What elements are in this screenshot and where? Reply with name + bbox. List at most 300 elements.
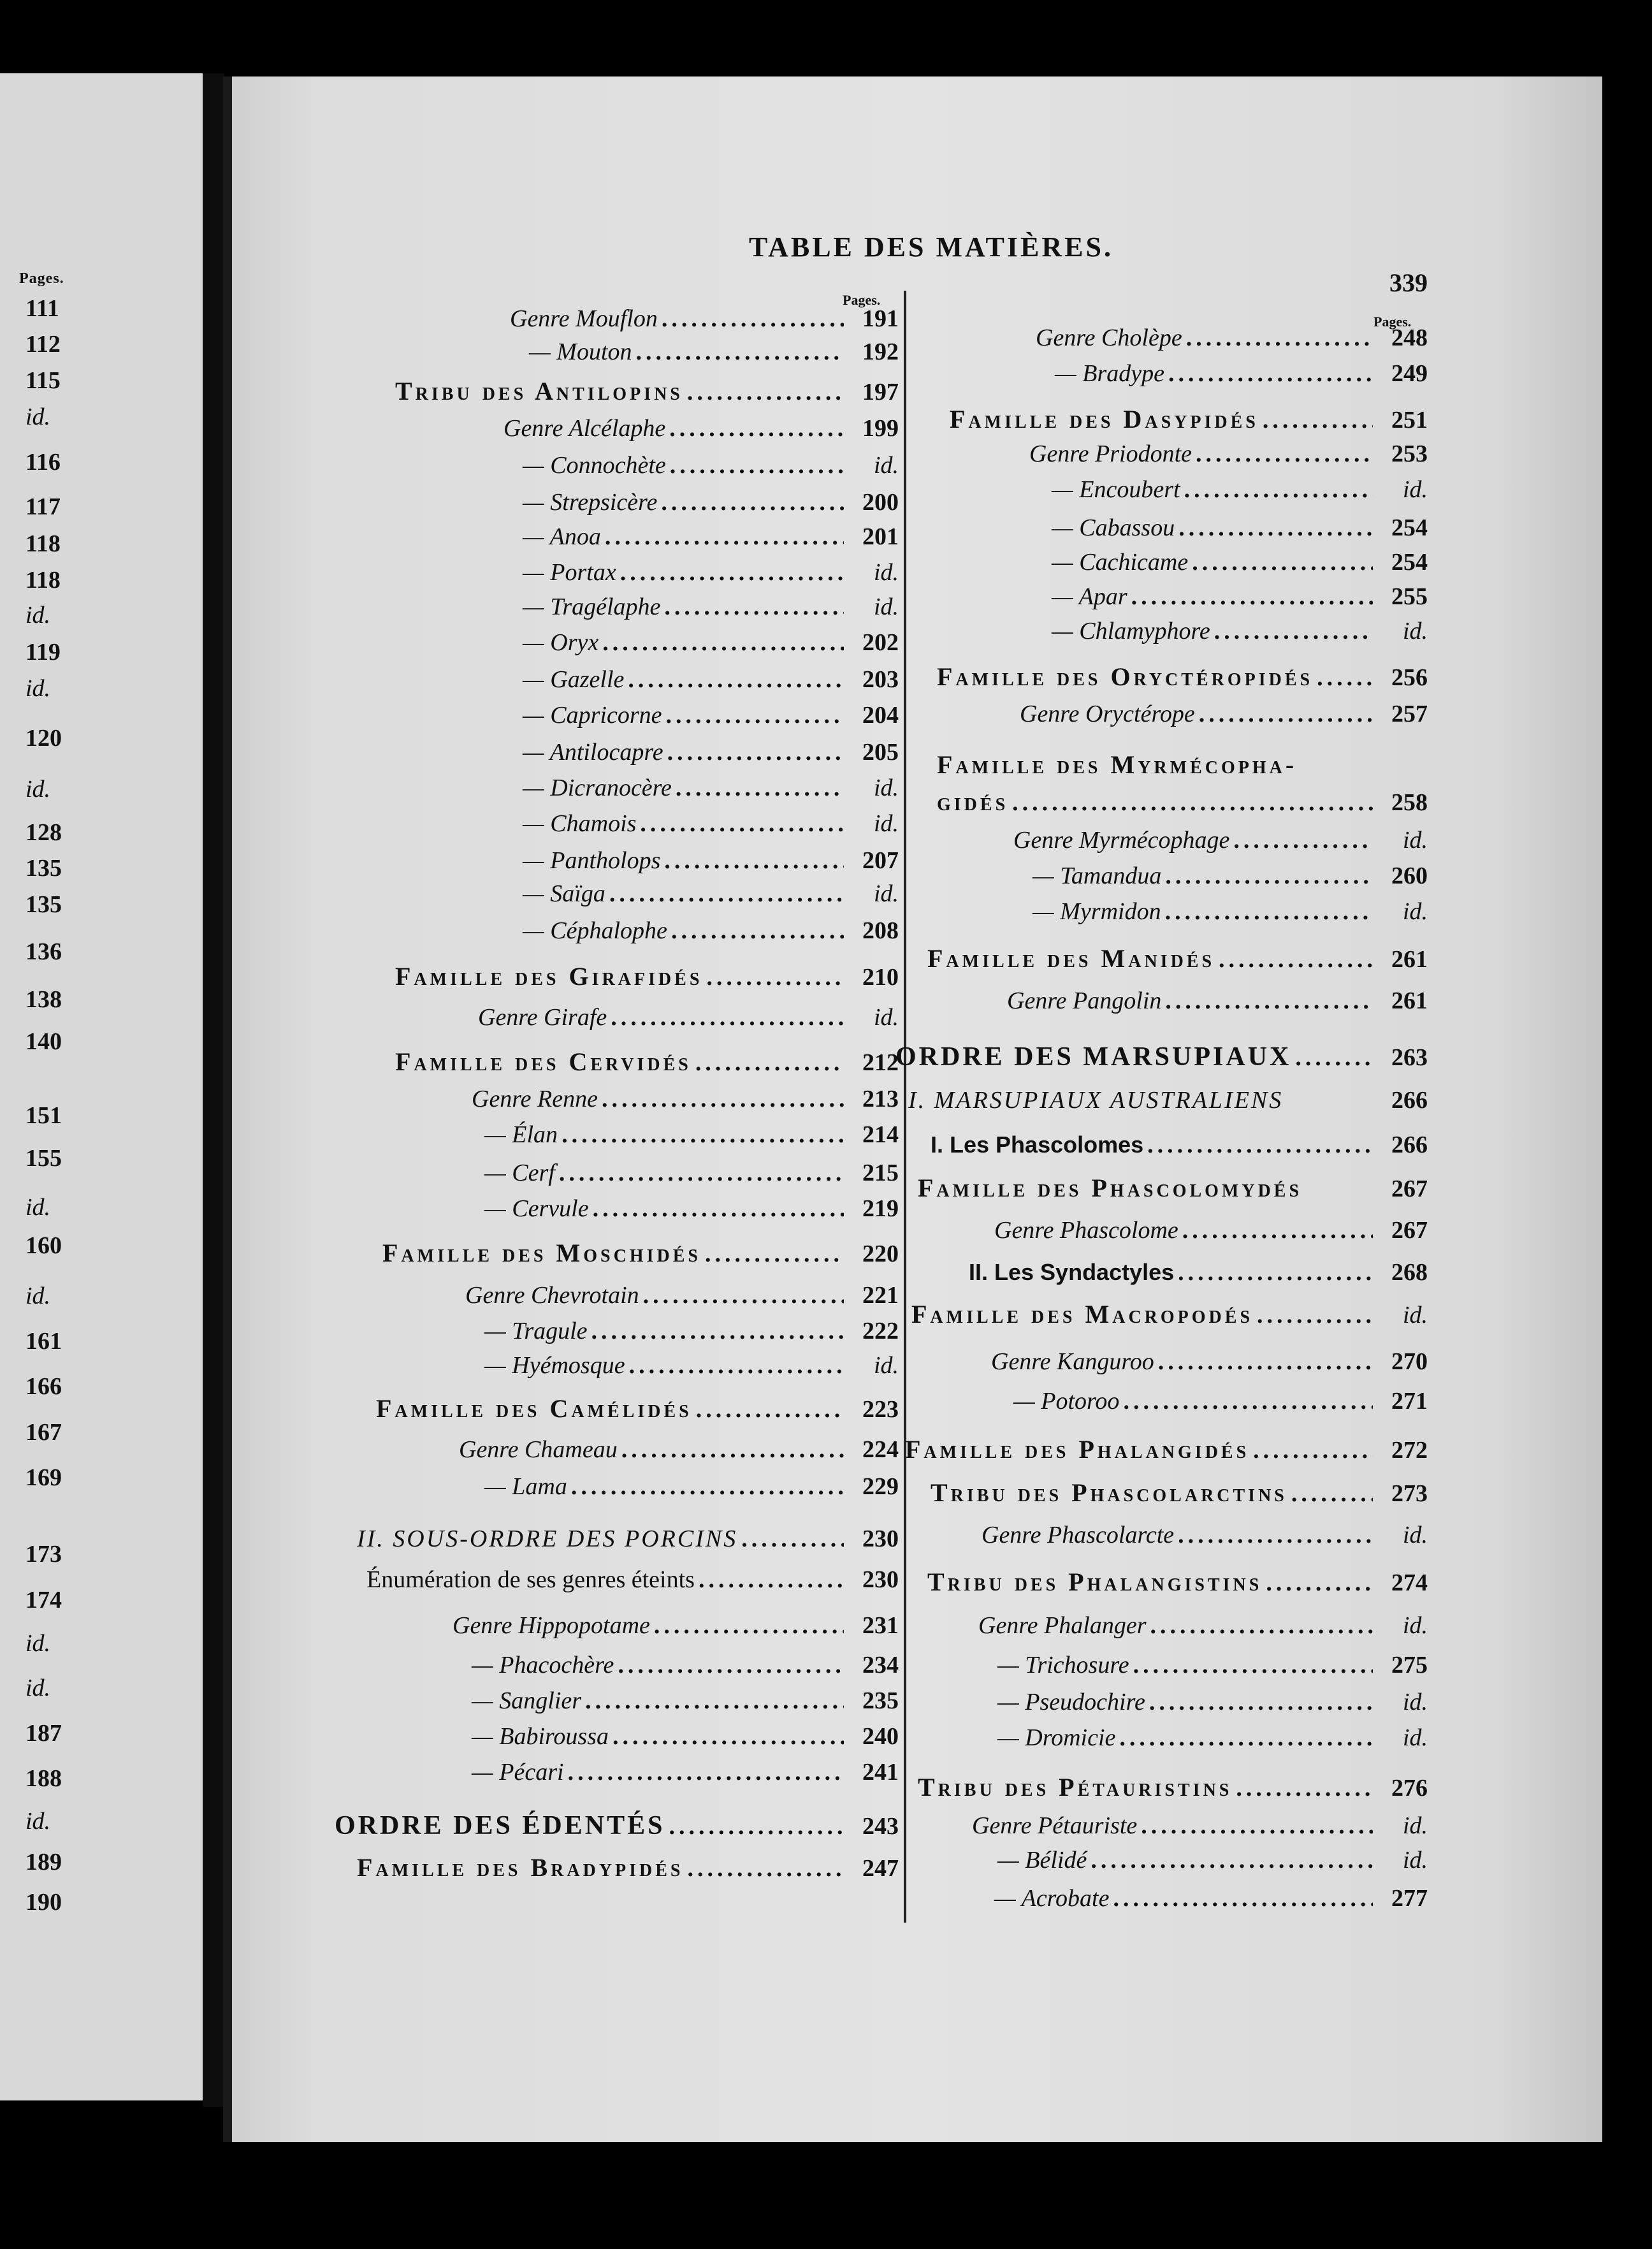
toc-entry-label: Genre Cholèpe [1036, 324, 1182, 351]
toc-entry-label: Famille des Cervidés [395, 1047, 692, 1076]
toc-entry-label: — Bélidé [997, 1847, 1087, 1874]
leader-dots [664, 847, 844, 875]
toc-entry-label: — Encoubert [1052, 476, 1180, 503]
facing-page-number: 138 [25, 986, 62, 1013]
toc-entry-page: 215 [862, 1160, 899, 1186]
toc-entry-label: Genre Myrmécophage [1013, 827, 1230, 854]
page-title: TABLE DES MATIÈRES. [749, 231, 1113, 263]
toc-entry-page: id. [873, 452, 899, 479]
leader-dots [1184, 476, 1373, 504]
toc-entry-page: 202 [862, 629, 899, 656]
leader-dots [1295, 1044, 1373, 1072]
toc-entry-page: 241 [862, 1759, 899, 1786]
toc-entry [997, 1651, 1428, 1683]
toc-entry-label: — Bradype [1055, 360, 1165, 387]
toc-entry [376, 1394, 899, 1425]
leader-dots [1253, 1436, 1373, 1464]
toc-entry-page: 214 [862, 1121, 899, 1148]
toc-entry-label: — Tragule [484, 1318, 588, 1344]
toc-entry-page: 199 [862, 415, 899, 442]
toc-entry-page: id. [1402, 618, 1428, 644]
leader-dots [699, 1566, 844, 1594]
toc-entry [927, 1567, 1428, 1599]
leader-dots [676, 774, 844, 802]
toc-entry-label: Énumération de ses genres éteints [366, 1566, 695, 1593]
toc-entry-page: 243 [862, 1813, 899, 1840]
toc-entry-label: — Apar [1052, 583, 1127, 610]
toc-entry [484, 1159, 899, 1191]
toc-entry [997, 1846, 1428, 1878]
leader-dots [669, 414, 844, 442]
toc-entry-label: Genre Phascolome [994, 1217, 1178, 1244]
toc-entry-label: — Portax [523, 559, 616, 586]
toc-entry-label: — Cerf [484, 1160, 555, 1186]
toc-entry-label: Genre Oryctérope [1020, 701, 1195, 727]
toc-entry [472, 1758, 899, 1790]
toc-entry [523, 880, 899, 912]
toc-entry-page: 272 [1391, 1437, 1428, 1464]
toc-entry-page: 235 [862, 1687, 899, 1714]
toc-entry-label: — Lama [484, 1473, 567, 1500]
facing-page-number: id. [25, 1808, 51, 1835]
leader-dots [706, 963, 844, 991]
facing-page-number: 161 [25, 1328, 62, 1355]
toc-entry-page: 254 [1391, 514, 1428, 541]
toc-entry [395, 376, 899, 408]
facing-page-number: 118 [25, 530, 61, 557]
toc-entry-page: id. [1402, 1689, 1428, 1715]
leader-dots [688, 1854, 844, 1882]
toc-entry-page: id. [873, 810, 899, 837]
leader-dots [705, 1240, 844, 1268]
leader-dots [568, 1758, 844, 1786]
toc-entry-page: 260 [1391, 862, 1428, 889]
toc-entry-label: — Cervule [484, 1195, 589, 1222]
toc-entry [927, 943, 1428, 975]
toc-entry [1036, 324, 1428, 356]
toc-entry-page: id. [873, 775, 899, 801]
toc-entry [937, 750, 1428, 782]
toc-entry [918, 1173, 1428, 1205]
toc-entry-page: 256 [1391, 664, 1428, 691]
toc-entry-label: Genre Phascolarcte [982, 1522, 1175, 1548]
toc-entry-label: Famille des Girafidés [395, 962, 703, 991]
toc-entry [453, 1612, 899, 1643]
facing-page-number: 128 [25, 819, 62, 846]
toc-entry-label: — Dromicie [997, 1724, 1116, 1751]
leader-dots [1141, 1812, 1373, 1840]
toc-entry [357, 1852, 899, 1884]
toc-entry-page: 223 [862, 1396, 899, 1423]
toc-entry-label: Genre Phalanger [978, 1612, 1147, 1639]
toc-entry-label: Tribu des Phascolarctins [931, 1478, 1287, 1507]
facing-page-number: 189 [25, 1849, 62, 1875]
toc-entry-page: 266 [1391, 1132, 1428, 1158]
leader-dots [667, 738, 844, 766]
toc-entry-label: — Oryx [523, 629, 599, 656]
toc-entry [1013, 1387, 1428, 1419]
toc-entry-label: Genre Chevrotain [465, 1282, 639, 1309]
toc-entry-label: Tribu des Pétauristins [918, 1773, 1233, 1801]
toc-entry [1032, 862, 1428, 894]
facing-page-number: id. [25, 1194, 51, 1221]
toc-entry-page: 212 [862, 1049, 899, 1076]
toc-entry-label: — Chlamyphore [1052, 618, 1210, 644]
leader-dots [1266, 1569, 1373, 1597]
toc-entry-page: id. [873, 880, 899, 907]
leader-dots [636, 338, 844, 366]
leader-dots [640, 810, 844, 838]
toc-entry-label: — Tragélaphe [523, 593, 661, 620]
facing-page-number: 155 [25, 1145, 62, 1172]
toc-entry [911, 1299, 1428, 1331]
leader-dots [1149, 1688, 1373, 1716]
toc-entry [950, 404, 1428, 436]
toc-entry [523, 774, 899, 806]
leader-dots [1196, 440, 1373, 468]
toc-entry-page: 275 [1391, 1652, 1428, 1678]
facing-page-number: 166 [25, 1373, 62, 1400]
leader-dots [602, 1085, 844, 1113]
leader-dots [611, 1003, 844, 1031]
toc-entry-page: 224 [862, 1436, 899, 1463]
toc-entry [1029, 440, 1428, 472]
toc-entry-page: 220 [862, 1241, 899, 1267]
facing-page-number: id. [25, 1630, 51, 1657]
toc-entry-label: — Strepsicère [523, 489, 658, 516]
toc-entry-page: id. [873, 559, 899, 586]
toc-entry-page: 257 [1391, 701, 1428, 727]
page-number: 339 [1389, 268, 1428, 297]
toc-entry [523, 847, 899, 878]
toc-entry-label: — Mouton [529, 338, 632, 365]
toc-entry [1052, 548, 1428, 580]
toc-entry [459, 1436, 899, 1467]
toc-entry [1052, 514, 1428, 546]
toc-entry [523, 738, 899, 770]
toc-entry [382, 1238, 899, 1270]
toc-entry-label: II. SOUS-ORDRE DES PORCINS [357, 1525, 738, 1552]
toc-entry-label: ORDRE DES ÉDENTÉS [335, 1811, 665, 1840]
toc-entry [366, 1566, 899, 1598]
leader-dots [1165, 898, 1373, 926]
toc-entry-label: — Potoroo [1013, 1388, 1120, 1415]
toc-entry-page: 229 [862, 1473, 899, 1500]
toc-entry [918, 1772, 1428, 1804]
toc-entry-label: — Hyémosque [484, 1352, 625, 1379]
facing-page-number: id. [25, 675, 51, 702]
leader-dots [1182, 1216, 1373, 1244]
leader-dots [1165, 987, 1373, 1015]
toc-entry [478, 1003, 899, 1035]
toc-entry [1032, 898, 1428, 929]
leader-dots [696, 1395, 844, 1423]
toc-entry-page: id. [1402, 1724, 1428, 1751]
leader-dots [1119, 1724, 1373, 1752]
leader-dots [609, 880, 844, 908]
toc-entry [472, 1651, 899, 1683]
toc-entry-label: — Dicranocère [523, 775, 672, 801]
toc-entry [484, 1195, 899, 1226]
toc-entry-page: id. [1402, 476, 1428, 503]
leader-dots [559, 1159, 844, 1187]
toc-entry-label: — Pécari [472, 1759, 564, 1786]
toc-entry [523, 451, 899, 483]
toc-entry-page: 221 [862, 1282, 899, 1309]
toc-entry [997, 1724, 1428, 1756]
toc-entry-page: 273 [1391, 1480, 1428, 1507]
toc-entry-label: Famille des Dasypidés [950, 405, 1259, 433]
toc-entry-label: — Trichosure [997, 1652, 1129, 1678]
toc-entry [994, 1216, 1428, 1248]
facing-page-number: 135 [25, 891, 62, 918]
leader-dots [741, 1525, 844, 1553]
toc-entry-page: id. [1402, 1612, 1428, 1639]
facing-page-number: 115 [25, 367, 61, 394]
toc-entry [1007, 987, 1428, 1019]
toc-entry-page: id. [873, 593, 899, 620]
toc-entry-page: 231 [862, 1612, 899, 1639]
leader-dots [1199, 700, 1373, 728]
facing-page-number: 187 [25, 1720, 62, 1747]
leader-dots [1165, 862, 1373, 890]
toc-entry-label: Famille des Manidés [927, 944, 1215, 973]
toc-entry [1052, 476, 1428, 507]
toc-entry-label: Genre Kanguroo [991, 1348, 1154, 1375]
leader-dots [585, 1687, 844, 1715]
toc-entry-page: id. [1402, 1847, 1428, 1874]
toc-entry-page: 258 [1391, 789, 1428, 816]
toc-entry [931, 1478, 1428, 1510]
toc-entry-label: — Cachicame [1052, 549, 1189, 576]
toc-entry-label: Famille des Moschidés [382, 1239, 701, 1267]
toc-entry-label: — Myrmidon [1032, 898, 1161, 925]
toc-entry-label: I. MARSUPIAUX AUSTRALIENS [908, 1087, 1284, 1114]
toc-entry-page: id. [873, 1004, 899, 1031]
toc-entry-page: id. [1402, 1302, 1428, 1328]
toc-entry-label: Genre Pétauriste [972, 1812, 1138, 1839]
leader-dots [1123, 1387, 1373, 1415]
facing-page-number: 174 [25, 1587, 62, 1613]
toc-entry-page: 261 [1391, 987, 1428, 1014]
toc-entry-page: 207 [862, 847, 899, 874]
facing-page-number: 112 [25, 331, 61, 358]
toc-entry [1052, 617, 1428, 649]
facing-page-number: 120 [25, 725, 62, 752]
toc-entry-page: 234 [862, 1652, 899, 1678]
toc-entry-page: id. [1402, 898, 1428, 925]
toc-entry-page: 266 [1391, 1087, 1428, 1114]
toc-entry-page: 274 [1391, 1569, 1428, 1596]
toc-entry-label: Famille des Macropodés [911, 1300, 1254, 1328]
facing-page-number: 160 [25, 1232, 62, 1259]
leader-dots [1263, 406, 1373, 434]
toc-entry-page: 205 [862, 739, 899, 766]
toc-entry [994, 1884, 1428, 1916]
leader-dots [1219, 945, 1373, 973]
toc-entry-label: — Saïga [523, 880, 605, 907]
toc-entry-page: 254 [1391, 549, 1428, 576]
leader-dots [628, 666, 844, 694]
toc-entry-page: 276 [1391, 1775, 1428, 1801]
leader-dots [1291, 1480, 1373, 1508]
toc-entry-page: 222 [862, 1318, 899, 1344]
toc-entry [335, 1810, 899, 1842]
toc-entry [997, 1688, 1428, 1720]
toc-entry [523, 810, 899, 841]
facing-page-number: id. [25, 404, 51, 430]
toc-entry-page: 208 [862, 917, 899, 944]
facing-page-number: id. [25, 602, 51, 629]
toc-entry-page: 271 [1391, 1388, 1428, 1415]
leader-dots [1178, 1521, 1373, 1549]
toc-entry [523, 629, 899, 660]
leader-dots [1236, 1774, 1373, 1802]
toc-entry-label: — Phacochère [472, 1652, 614, 1678]
leader-dots [661, 488, 844, 516]
toc-entry [523, 917, 899, 949]
facing-page-strip [0, 73, 205, 2100]
facing-page-number: 188 [25, 1765, 62, 1792]
toc-entry [484, 1317, 899, 1349]
toc-entry-page: 268 [1391, 1259, 1428, 1286]
toc-entry-label: Genre Alcélaphe [504, 415, 666, 442]
toc-entry [991, 1348, 1428, 1379]
leader-dots [687, 378, 844, 406]
toc-entry-page: id. [1402, 827, 1428, 854]
toc-entry-page: 267 [1391, 1175, 1428, 1202]
leader-dots [1317, 664, 1373, 692]
toc-entry [472, 1085, 899, 1117]
leader-dots [1233, 826, 1373, 854]
leader-dots [591, 1317, 844, 1345]
toc-entry [982, 1521, 1428, 1553]
toc-entry [972, 1812, 1428, 1844]
toc-entry-page: 200 [862, 489, 899, 516]
toc-entry [472, 1687, 899, 1719]
left-pages-label: Pages. [843, 292, 881, 308]
toc-entry-label: gidés [937, 787, 1009, 816]
toc-entry-label: Genre Renne [472, 1086, 598, 1112]
toc-entry [529, 338, 899, 370]
facing-page-number: 118 [25, 567, 61, 593]
toc-entry [969, 1258, 1428, 1290]
facing-page-number: 111 [25, 295, 59, 322]
toc-entry-page: 191 [862, 305, 899, 332]
facing-page-number: 173 [25, 1541, 62, 1568]
toc-entry-page: id. [1402, 1812, 1428, 1839]
toc-entry [523, 593, 899, 625]
toc-entry-page: 267 [1391, 1217, 1428, 1244]
toc-entry-page: 219 [862, 1195, 899, 1222]
toc-entry-page: 204 [862, 702, 899, 729]
toc-entry-page: 248 [1391, 324, 1428, 351]
toc-entry-label: — Antilocapre [523, 739, 663, 766]
facing-page-number: 117 [25, 493, 61, 520]
toc-entry [472, 1722, 899, 1754]
toc-entry-label: — Pantholops [523, 847, 661, 874]
column-divider [904, 291, 906, 1923]
toc-entry-label: — Gazelle [523, 666, 625, 693]
toc-entry-page: 277 [1391, 1885, 1428, 1912]
toc-entry-label: — Connochète [523, 452, 666, 479]
leader-dots [669, 1812, 844, 1840]
toc-entry-page: 210 [862, 964, 899, 991]
leader-dots [1178, 514, 1373, 542]
leader-dots [1214, 617, 1373, 645]
leader-dots [1158, 1348, 1373, 1376]
leader-dots [664, 593, 844, 621]
toc-entry-label: — Sanglier [472, 1687, 582, 1714]
leader-dots [1192, 548, 1373, 576]
toc-entry [523, 488, 899, 520]
toc-entry-page: id. [1402, 1522, 1428, 1548]
leader-dots [1150, 1612, 1373, 1640]
toc-entry-page: 240 [862, 1723, 899, 1750]
toc-entry-label: Genre Hippopotame [453, 1612, 650, 1639]
toc-entry-page: 263 [1391, 1044, 1428, 1071]
toc-entry-label: Tribu des Antilopins [395, 377, 683, 405]
toc-entry [523, 523, 899, 555]
facing-page-number: 119 [25, 639, 61, 666]
leader-dots [629, 1351, 844, 1379]
leader-dots [662, 305, 844, 333]
toc-entry-label: Genre Girafe [478, 1004, 607, 1031]
toc-entry [1013, 826, 1428, 858]
leader-dots [618, 1651, 844, 1679]
right-pages-label: Pages. [1373, 314, 1412, 330]
toc-entry [484, 1351, 899, 1383]
toc-entry [1055, 360, 1428, 391]
leader-dots [695, 1049, 844, 1077]
leader-dots [1012, 789, 1373, 817]
toc-entry-page: 230 [862, 1566, 899, 1593]
toc-entry-label: — Tamandua [1032, 862, 1162, 889]
toc-entry-label: — Babiroussa [472, 1723, 609, 1750]
toc-entry-page: 230 [862, 1525, 899, 1552]
toc-entry [1020, 700, 1428, 732]
toc-entry [484, 1473, 899, 1504]
toc-entry-label: Famille des Myrmécopha- [937, 750, 1298, 779]
leader-dots [1178, 1258, 1373, 1286]
leader-dots [1090, 1846, 1373, 1874]
toc-entry-label: — Acrobate [994, 1885, 1110, 1912]
toc-entry [484, 1121, 899, 1153]
facing-page-number: 136 [25, 938, 62, 965]
leader-dots [620, 558, 844, 586]
toc-entry [504, 414, 899, 446]
toc-entry-page: 270 [1391, 1348, 1428, 1375]
leader-dots [654, 1612, 844, 1640]
toc-entry-page: 197 [862, 379, 899, 405]
leader-dots [1131, 583, 1373, 611]
toc-entry [523, 701, 899, 733]
toc-entry [937, 787, 1428, 819]
toc-entry-label: Famille des Oryctéropidés [937, 662, 1314, 691]
toc-entry [395, 961, 899, 993]
leader-dots [605, 523, 844, 551]
toc-entry-label: Genre Mouflon [510, 305, 658, 332]
facing-page-number: 190 [25, 1889, 62, 1916]
leader-dots [1147, 1131, 1373, 1159]
toc-entry [395, 1047, 899, 1079]
leader-dots [666, 701, 844, 729]
toc-entry-page: 261 [1391, 946, 1428, 973]
toc-entry [510, 305, 899, 337]
toc-entry-label: — Pseudochire [997, 1689, 1145, 1715]
facing-page-number: 151 [25, 1102, 62, 1129]
toc-entry-label: Tribu des Phalangistins [927, 1568, 1263, 1596]
